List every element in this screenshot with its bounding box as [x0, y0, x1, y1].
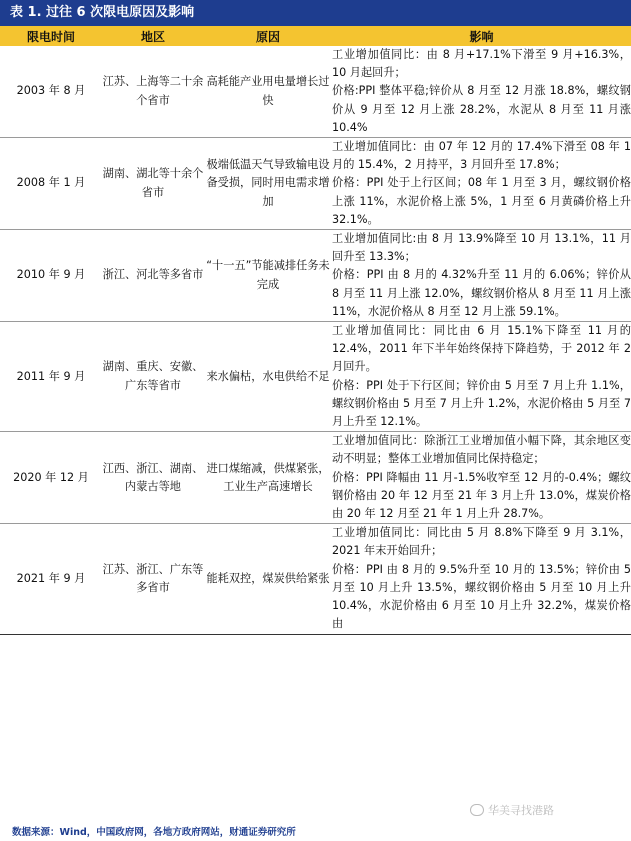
cell-impact: [332, 138, 631, 230]
impact-industrial: 工业增加值同比:由 8 月 13.9%降至 10 月 13.1%，11 月回升至 13.3%；: [332, 232, 631, 264]
cell-reason: 高耗能产业用电量增长过快: [204, 46, 332, 138]
impact-industrial: 工业增加值同比：同比由 6 月 15.1%下降至 11 月的 12.4%，2011 年下半年始终保持下降趋势，于 2012 年 2 月回升。: [332, 324, 631, 374]
table-row: [0, 322, 631, 432]
table-title: 表 1. 过往 6 次限电原因及影响: [0, 0, 631, 26]
cell-reason: 能耗双控，煤炭供给紧张: [204, 524, 332, 634]
cell-time: 2020 年 12 月: [0, 432, 102, 524]
impact-price: 价格：PPI 处于上行区间；08 年 1 月至 3 月，螺纹钢价格上涨 11%，水泥价格上涨 5%，1 月至 6 月黄磷价格上升 32.1%。: [332, 176, 631, 226]
cell-region: 江西、浙江、湖南、内蒙古等地: [102, 432, 204, 524]
cell-reason: 极端低温天气导致输电设备受损，同时用电需求增加: [204, 138, 332, 230]
impact-price: 价格：PPI 由 8 月的 9.5%升至 10 月的 13.5%；锌价由 5 月至 10 月上升 13.5%，螺纹钢价格由 5 月至 10 月上升 10.4%，水泥价格由 6 月至 10 月上升 32.2%，煤炭价格由: [332, 562, 631, 631]
cell-impact: [332, 322, 631, 432]
header-region: 地区: [102, 26, 204, 46]
watermark-text: 华美寻找港路: [488, 804, 554, 817]
cell-impact: [332, 524, 631, 634]
table-header-row: [0, 26, 631, 46]
cell-impact: [332, 230, 631, 322]
cell-reason: “十一五”节能减排任务未完成: [204, 230, 332, 322]
cell-time: 2010 年 9 月: [0, 230, 102, 322]
cell-time: 2003 年 8 月: [0, 46, 102, 138]
impact-price: 价格：PPI 降幅由 11 月-1.5%收窄至 12 月的-0.4%；螺纹钢价格由 20 年 12 月至 21 年 3 月上升 13.0%，煤炭价格由 20 年 12 月至 21 年 1 月上升 28.7%。: [332, 470, 631, 521]
power-rationing-table: [0, 26, 631, 635]
table-row: [0, 432, 631, 524]
impact-industrial: 工业增加值同比：由 8 月+17.1%下滑至 9 月+16.3%，10 月起回升；: [332, 48, 631, 80]
impact-industrial: 工业增加值同比：由 07 年 12 月的 17.4%下滑至 08 年 1 月的 15.4%，2 月持平，3 月回升至 17.8%；: [332, 140, 631, 172]
table-row: [0, 230, 631, 322]
header-reason: 原因: [204, 26, 332, 46]
impact-price: 价格：PPI 处于下行区间；锌价由 5 月至 7 月上升 1.1%，螺纹钢价格由 5 月至 7 月上升 1.2%，水泥价格由 5 月至 7 月上升至 12.1%。: [332, 378, 631, 429]
cell-region: 江苏、浙江、广东等多省市: [102, 524, 204, 634]
cell-impact: [332, 432, 631, 524]
cell-reason: 进口煤缩减，供煤紧张，工业生产高速增长: [204, 432, 332, 524]
impact-price: 价格:PPI 整体平稳;锌价从 8 月至 12 月涨 18.8%，螺纹钢价从 9 月至 12 月上涨 28.2%，水泥从 8 月至 11 月涨 10.4%: [332, 84, 631, 134]
impact-price: 价格：PPI 由 8 月的 4.32%升至 11 月的 6.06%；锌价从 8 月至 11 月上涨 12.0%，螺纹钢价格从 8 月至 11 月上涨 11%，水泥价格从 8 月至 12 月上涨 59.1%。: [332, 268, 631, 318]
cell-region: 湖南、重庆、安徽、广东等省市: [102, 322, 204, 432]
header-time: 限电时间: [0, 26, 102, 46]
header-impact: 影响: [332, 26, 631, 46]
watermark: [470, 802, 554, 818]
cell-time: 2008 年 1 月: [0, 138, 102, 230]
table-row: [0, 138, 631, 230]
cell-time: 2011 年 9 月: [0, 322, 102, 432]
impact-industrial: 工业增加值同比：除浙江工业增加值小幅下降，其余地区变动不明显；整体工业增加值同比保持稳定；: [332, 434, 631, 466]
wechat-icon: [470, 804, 484, 816]
cell-impact: [332, 46, 631, 138]
cell-region: 湖南、湖北等十余个省市: [102, 138, 204, 230]
table-row: [0, 524, 631, 634]
impact-industrial: 工业增加值同比：同比由 5 月 8.8%下降至 9 月 3.1%，2021 年末开始回升；: [332, 526, 631, 558]
cell-region: 江苏、上海等二十余个省市: [102, 46, 204, 138]
cell-time: 2021 年 9 月: [0, 524, 102, 634]
cell-region: 浙江、河北等多省市: [102, 230, 204, 322]
data-source-note: 数据来源：Wind，中国政府网，各地方政府网站，财通证券研究所: [12, 827, 296, 838]
table-row: [0, 46, 631, 138]
cell-reason: 来水偏枯，水电供给不足: [204, 322, 332, 432]
